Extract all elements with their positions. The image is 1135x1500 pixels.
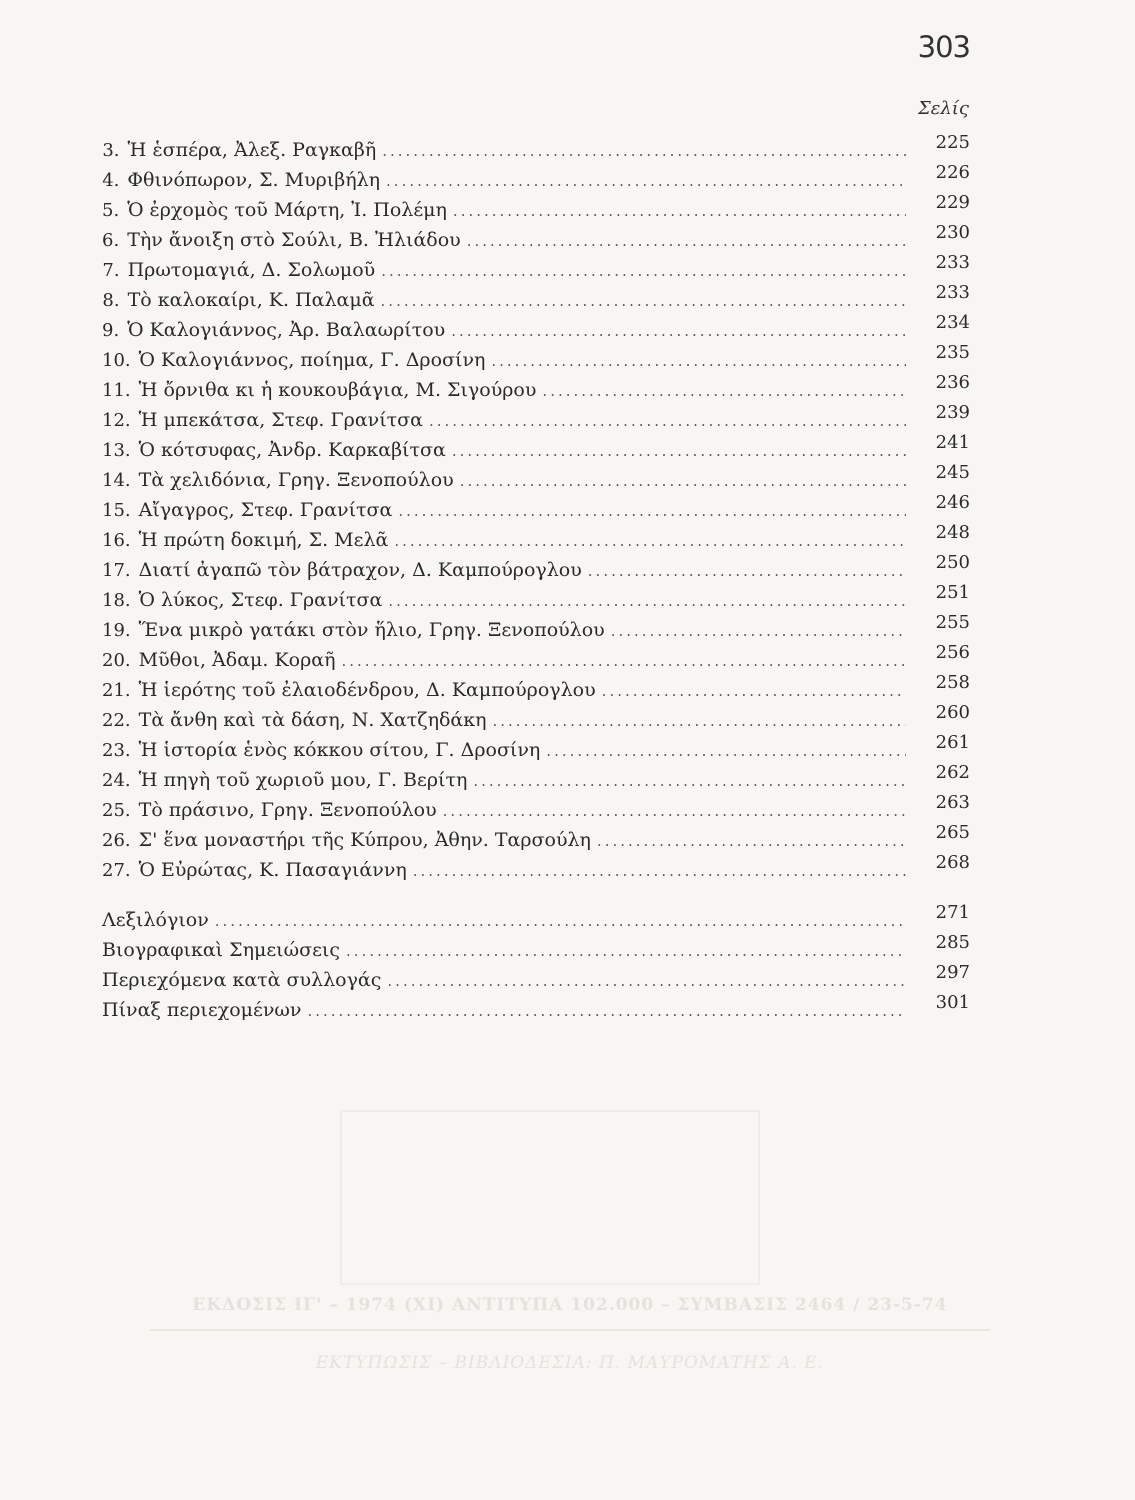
dot-leader [452, 436, 906, 466]
dot-leader [388, 586, 906, 616]
entry-page: 251 [935, 582, 970, 603]
dot-leader [493, 706, 907, 736]
entry-title: Ὁ Καλογιάννος, ποίημα, Γ. Δροσίνη [138, 349, 486, 371]
toc-entry [102, 992, 970, 1025]
table-of-contents [102, 132, 970, 885]
entry-number: 15. [102, 500, 131, 521]
entry-number: 21. [102, 680, 131, 701]
entry-page: 229 [935, 192, 970, 213]
toc-entry [102, 702, 970, 735]
dot-leader [381, 286, 906, 316]
entry-number: 12. [102, 410, 131, 431]
entry-number: 24. [102, 770, 131, 791]
back-matter-list [102, 902, 970, 1025]
dot-leader [387, 966, 906, 996]
entry-title: Ἕνα μικρὸ γατάκι στὸν ἥλιο, Γρηγ. Ξενοπούλου [138, 619, 605, 641]
page-column-header: Σελίς [918, 98, 969, 119]
entry-title: Ἡ ἱστορία ἑνὸς κόκκου σίτου, Γ. Δροσίνη [138, 739, 541, 761]
dot-leader [381, 256, 906, 286]
entry-page: 261 [935, 732, 970, 753]
entry-title: Βιογραφικαὶ Σημειώσεις [102, 939, 341, 961]
entry-number: 4. [102, 170, 120, 191]
toc-entry [102, 222, 970, 255]
entry-page: 248 [935, 522, 970, 543]
dot-leader [602, 676, 906, 706]
entry-title: Πίναξ περιεχομένων [102, 999, 302, 1021]
entry-number: 27. [102, 860, 131, 881]
entry-number: 16. [102, 530, 131, 551]
entry-number: 10. [102, 350, 131, 371]
toc-entry [102, 612, 970, 645]
dot-leader [546, 736, 906, 766]
entry-page: 234 [935, 312, 970, 333]
entry-title: Ἡ ὄρνιθα κι ἡ κουκουβάγια, Μ. Σιγούρου [138, 379, 537, 401]
dot-leader [473, 766, 906, 796]
entry-number: 23. [102, 740, 131, 761]
dot-leader [382, 136, 906, 166]
entry-page: 301 [935, 992, 970, 1013]
toc-entry [102, 402, 970, 435]
dot-leader [588, 556, 906, 586]
toc-entry [102, 462, 970, 495]
entry-title: Διατί ἀγαπῶ τὸν βάτραχον, Δ. Καμπούρογλου [138, 559, 582, 581]
entry-number: 14. [102, 470, 131, 491]
entry-page: 233 [935, 252, 970, 273]
toc-entry [102, 522, 970, 555]
dot-leader [597, 826, 906, 856]
entry-number: 3. [102, 140, 120, 161]
entry-page: 246 [935, 492, 970, 513]
toc-entry [102, 792, 970, 825]
toc-entry [102, 252, 970, 285]
entry-number: 26. [102, 830, 131, 851]
entry-number: 7. [102, 260, 120, 281]
entry-number: 22. [102, 710, 131, 731]
toc-entry [102, 732, 970, 765]
entry-page: 250 [935, 552, 970, 573]
dot-leader [611, 616, 906, 646]
entry-page: 297 [935, 962, 970, 983]
dot-leader [394, 526, 906, 556]
dot-leader [342, 646, 907, 676]
entry-title: Φθινόπωρον, Σ. Μυριβήλη [127, 169, 381, 191]
entry-number: 25. [102, 800, 131, 821]
entry-title: Σ' ἕνα μοναστήρι τῆς Κύπρου, Ἀθην. Ταρσούλη [138, 829, 591, 851]
entry-number: 5. [102, 200, 120, 221]
entry-title: Τὸ πράσινο, Γρηγ. Ξενοπούλου [138, 799, 437, 821]
entry-number: 9. [102, 320, 120, 341]
dot-leader [451, 316, 906, 346]
entry-title: Τὸ καλοκαίρι, Κ. Παλαμᾶ [127, 289, 375, 311]
toc-entry [102, 642, 970, 675]
entry-page: 271 [935, 902, 970, 923]
dot-leader [307, 996, 906, 1026]
entry-number: 13. [102, 440, 131, 461]
entry-page: 258 [935, 672, 970, 693]
dot-leader [398, 496, 906, 526]
dot-leader [491, 346, 906, 376]
entry-number: 17. [102, 560, 131, 581]
entry-page: 239 [935, 402, 970, 423]
imprint-line-1: ΕΚΔΟΣΙΣ ΙΓ' – 1974 (XI) ΑΝΤΙΤΥΠΑ 102.000 – ΣΥΜΒΑΣΙΣ 2464 / 23-5-74 [192, 1295, 948, 1315]
entry-title: Ἡ πρώτη δοκιμή, Σ. Μελᾶ [138, 529, 389, 551]
entry-title: Τὴν ἄνοιξη στὸ Σούλι, Β. Ἠλιάδου [127, 229, 461, 251]
entry-title: Περιεχόμενα κατὰ συλλογάς [102, 969, 382, 991]
toc-entry [102, 962, 970, 995]
entry-page: 226 [935, 162, 970, 183]
entry-title: Αἴγαγρος, Στεφ. Γρανίτσα [138, 499, 393, 521]
toc-entry [102, 822, 970, 855]
toc-entry [102, 342, 970, 375]
toc-entry [102, 852, 970, 885]
toc-entry [102, 552, 970, 585]
dot-leader [215, 906, 906, 936]
imprint-rule [150, 1329, 990, 1331]
entry-number: 18. [102, 590, 131, 611]
toc-entry [102, 192, 970, 225]
entry-page: 262 [935, 762, 970, 783]
entry-page: 230 [935, 222, 970, 243]
toc-entry [102, 132, 970, 165]
entry-title: Ἡ μπεκάτσα, Στεφ. Γρανίτσα [138, 409, 423, 431]
entry-page: 285 [935, 932, 970, 953]
entry-title: Ἡ ἱερότης τοῦ ἐλαιοδένδρου, Δ. Καμπούρογλου [138, 679, 596, 701]
page-number: 303 [917, 30, 970, 64]
entry-title: Ἡ ἑσπέρα, Ἀλεξ. Ραγκαβῆ [127, 139, 377, 161]
entry-title: Πρωτομαγιά, Δ. Σολωμοῦ [127, 259, 376, 281]
entry-page: 268 [935, 852, 970, 873]
entry-number: 20. [102, 650, 131, 671]
toc-entry [102, 432, 970, 465]
dot-leader [453, 196, 906, 226]
entry-title: Ὁ Καλογιάννος, Ἀρ. Βαλαωρίτου [127, 319, 446, 341]
entry-title: Μῦθοι, Ἀδαμ. Κοραῆ [138, 649, 336, 671]
entry-page: 236 [935, 372, 970, 393]
entry-title: Ὁ Εὐρώτας, Κ. Πασαγιάννη [138, 859, 407, 881]
entry-title: Ὁ ἐρχομὸς τοῦ Μάρτη, Ἰ. Πολέμη [127, 199, 447, 221]
toc-entry [102, 672, 970, 705]
entry-number: 11. [102, 380, 131, 401]
dot-leader [386, 166, 906, 196]
toc-entry [102, 162, 970, 195]
entry-page: 256 [935, 642, 970, 663]
dot-leader [429, 406, 906, 436]
entry-title: Ὁ λύκος, Στεφ. Γρανίτσα [138, 589, 383, 611]
dot-leader [443, 796, 906, 826]
entry-page: 260 [935, 702, 970, 723]
toc-entry [102, 582, 970, 615]
faded-stamp [340, 1110, 760, 1285]
toc-entry [102, 902, 970, 935]
entry-title: Ὁ κότσυφας, Ἀνδρ. Καρκαβίτσα [138, 439, 446, 461]
dot-leader [413, 856, 906, 886]
dot-leader [542, 376, 906, 406]
toc-entry [102, 932, 970, 965]
dot-leader [460, 466, 906, 496]
toc-entry [102, 312, 970, 345]
entry-title: Τὰ χελιδόνια, Γρηγ. Ξενοπούλου [138, 469, 454, 491]
entry-page: 263 [935, 792, 970, 813]
entry-page: 245 [935, 462, 970, 483]
dot-leader [467, 226, 906, 256]
entry-page: 241 [935, 432, 970, 453]
toc-entry [102, 282, 970, 315]
entry-title: Τὰ ἄνθη καὶ τὰ δάση, Ν. Χατζηδάκη [138, 709, 487, 731]
entry-number: 6. [102, 230, 120, 251]
toc-entry [102, 372, 970, 405]
entry-number: 8. [102, 290, 120, 311]
imprint [150, 1295, 990, 1373]
dot-leader [346, 936, 906, 966]
entry-page: 255 [935, 612, 970, 633]
entry-number: 19. [102, 620, 131, 641]
entry-title: Λεξιλόγιον [102, 909, 209, 931]
toc-entry [102, 762, 970, 795]
imprint-line-2: ΕΚΤΥΠΩΣΙΣ – ΒΙΒΛΙΟΔΕΣΙΑ: Π. ΜΑΥΡΟΜΑΤΗΣ Α. Ε. [315, 1353, 825, 1373]
entry-page: 225 [935, 132, 970, 153]
toc-entry [102, 492, 970, 525]
entry-page: 233 [935, 282, 970, 303]
entry-page: 265 [935, 822, 970, 843]
entry-page: 235 [935, 342, 970, 363]
entry-title: Ἡ πηγὴ τοῦ χωριοῦ μου, Γ. Βερίτη [138, 769, 468, 791]
